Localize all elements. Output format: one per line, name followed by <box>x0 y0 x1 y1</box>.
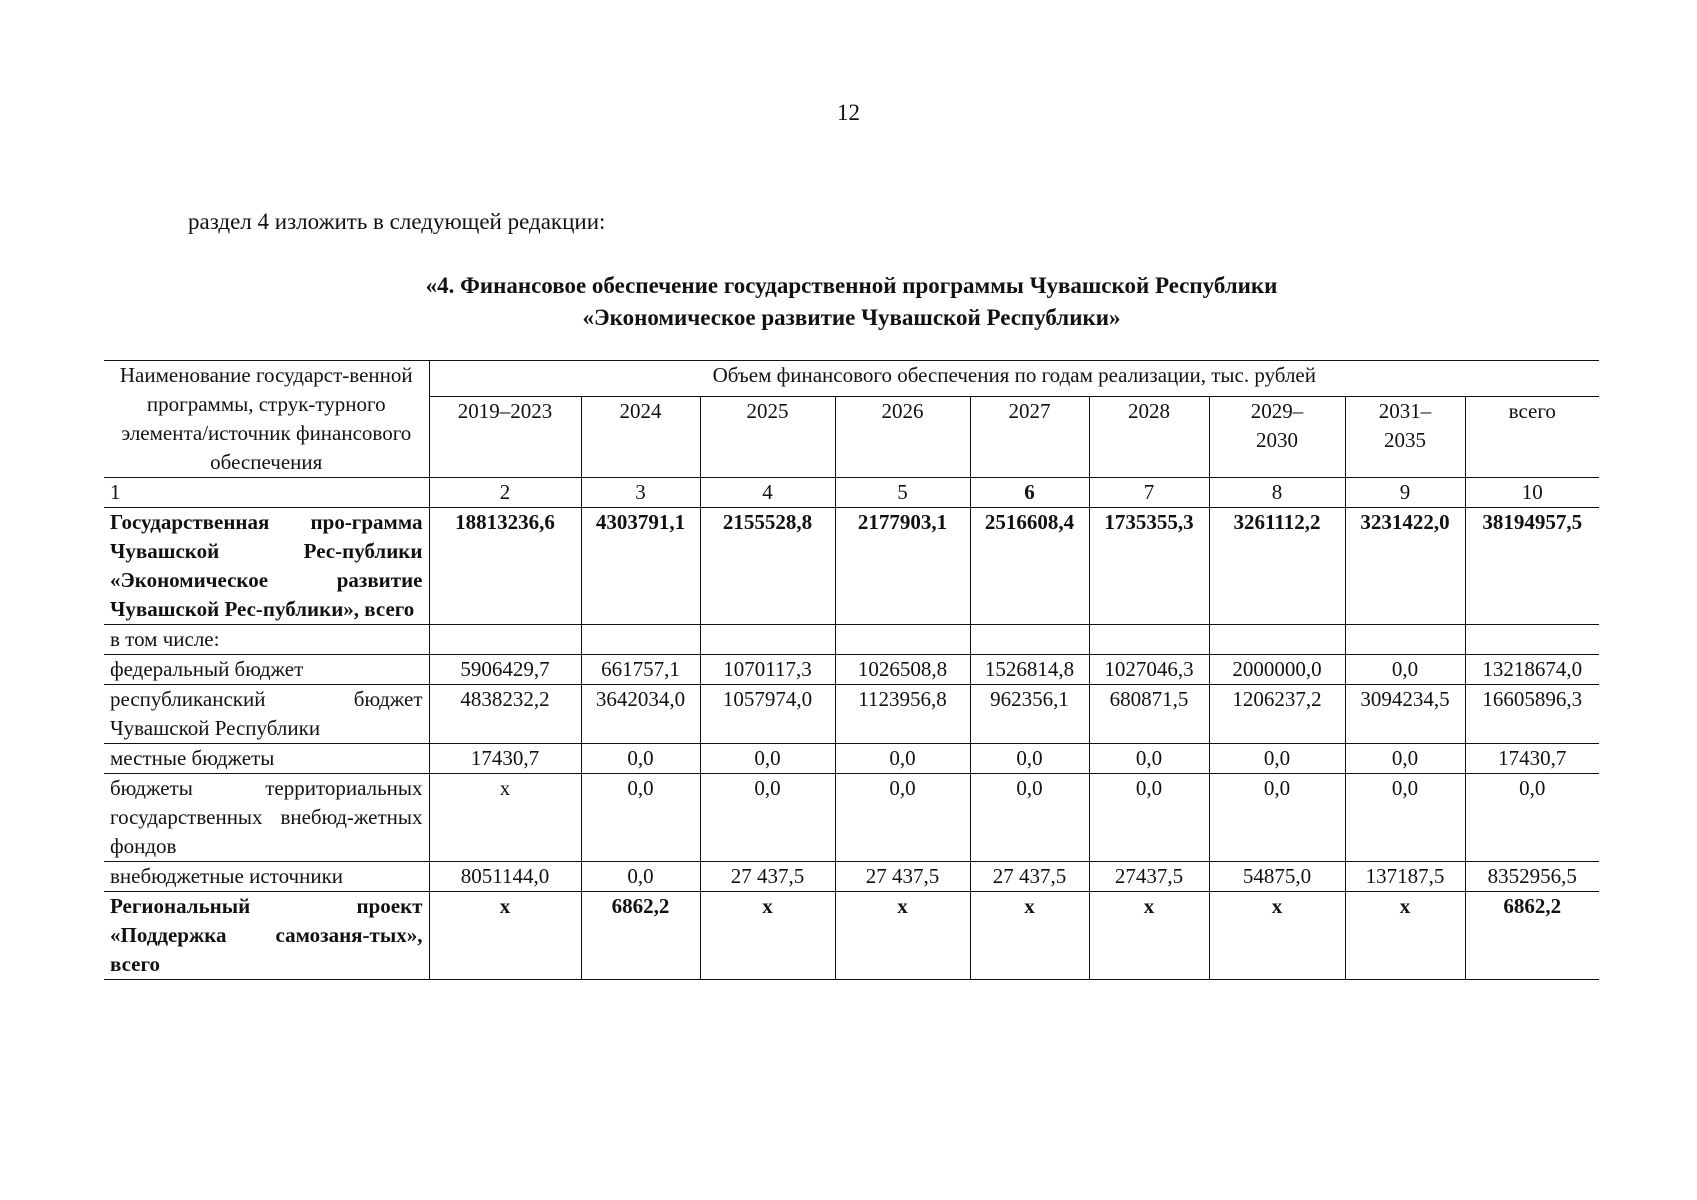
table-cell: 0,0 <box>835 744 970 774</box>
table-cell: 137187,5 <box>1345 862 1465 892</box>
table-row <box>104 862 1599 892</box>
table-cell: 17430,7 <box>1465 744 1599 774</box>
table-cell: 680871,5 <box>1089 685 1209 744</box>
table-cell: 27 437,5 <box>970 862 1089 892</box>
year-header: 2029– 2030 <box>1209 397 1345 478</box>
table-cell: x <box>429 774 581 862</box>
table-cell: 0,0 <box>700 774 835 862</box>
year-header: 2024 <box>581 397 700 478</box>
table-cell: 0,0 <box>581 744 700 774</box>
table-cell: 4838232,2 <box>429 685 581 744</box>
year-header: 2028 <box>1089 397 1209 478</box>
table-cell: 27437,5 <box>1089 862 1209 892</box>
year-header: 2026 <box>835 397 970 478</box>
financing-table <box>104 360 1599 980</box>
table-cell: 0,0 <box>1209 744 1345 774</box>
table-cell <box>1209 625 1345 655</box>
section-title <box>104 270 1599 334</box>
table-cell: 27 437,5 <box>700 862 835 892</box>
table-row <box>104 625 1599 655</box>
table-cell <box>835 625 970 655</box>
row-label: Государственная про-грамма Чувашской Рес-публики «Экономическое развитие Чувашской Рес-публики», всего <box>104 508 429 625</box>
table-cell: 8352956,5 <box>1465 862 1599 892</box>
table-cell: 5906429,7 <box>429 655 581 685</box>
table-cell: 3642034,0 <box>581 685 700 744</box>
table-cell: 0,0 <box>835 774 970 862</box>
table-cell: 2177903,1 <box>835 508 970 625</box>
table-cell: x <box>970 892 1089 980</box>
row-label: в том числе: <box>104 625 429 655</box>
table-cell: 0,0 <box>1209 774 1345 862</box>
table-cell: 3231422,0 <box>1345 508 1465 625</box>
table-cell: 0,0 <box>1345 655 1465 685</box>
table-cell: 0,0 <box>581 774 700 862</box>
table-cell: 0,0 <box>970 774 1089 862</box>
table-cell <box>1345 625 1465 655</box>
table-cell: 13218674,0 <box>1465 655 1599 685</box>
table-cell: x <box>1345 892 1465 980</box>
row-label: местные бюджеты <box>104 744 429 774</box>
table-cell: 0,0 <box>1465 774 1599 862</box>
table-row <box>104 744 1599 774</box>
column-number: 3 <box>581 478 700 508</box>
row-label: бюджеты территориальных государственных внебюд-жетных фондов <box>104 774 429 862</box>
table-cell: 2155528,8 <box>700 508 835 625</box>
table-cell: 38194957,5 <box>1465 508 1599 625</box>
table-cell: 6862,2 <box>581 892 700 980</box>
table-cell: 3261112,2 <box>1209 508 1345 625</box>
table-cell: 8051144,0 <box>429 862 581 892</box>
column-number: 9 <box>1345 478 1465 508</box>
table-cell: 1735355,3 <box>1089 508 1209 625</box>
column-number: 8 <box>1209 478 1345 508</box>
column-number-row <box>104 478 1599 508</box>
year-header: 2027 <box>970 397 1089 478</box>
table-cell <box>1089 625 1209 655</box>
table-cell <box>581 625 700 655</box>
table-cell: 0,0 <box>1345 744 1465 774</box>
column-number: 1 <box>104 478 429 508</box>
row-label: внебюджетные источники <box>104 862 429 892</box>
year-header: 2019–2023 <box>429 397 581 478</box>
table-row <box>104 892 1599 980</box>
row-label: Региональный проект «Поддержка самозаня-тых», всего <box>104 892 429 980</box>
table-cell <box>429 625 581 655</box>
table-cell: 2000000,0 <box>1209 655 1345 685</box>
table-cell: 1026508,8 <box>835 655 970 685</box>
table-row <box>104 685 1599 744</box>
table-cell: 0,0 <box>581 862 700 892</box>
row-label: федеральный бюджет <box>104 655 429 685</box>
table-cell: 3094234,5 <box>1345 685 1465 744</box>
table-cell: 1526814,8 <box>970 655 1089 685</box>
column-number: 10 <box>1465 478 1599 508</box>
table-cell: 962356,1 <box>970 685 1089 744</box>
table-cell: 1027046,3 <box>1089 655 1209 685</box>
table-cell: 27 437,5 <box>835 862 970 892</box>
table-cell: 0,0 <box>700 744 835 774</box>
year-header: 2025 <box>700 397 835 478</box>
column-number: 2 <box>429 478 581 508</box>
table-cell: x <box>1209 892 1345 980</box>
section-title-line-2: «Экономическое развитие Чувашской Республики» <box>582 305 1121 330</box>
table-cell: 0,0 <box>1089 774 1209 862</box>
table-cell: 18813236,6 <box>429 508 581 625</box>
table-cell: 17430,7 <box>429 744 581 774</box>
column-number: 5 <box>835 478 970 508</box>
table-cell: 0,0 <box>970 744 1089 774</box>
table-cell: 0,0 <box>1345 774 1465 862</box>
table-cell: x <box>429 892 581 980</box>
table-cell: 1057974,0 <box>700 685 835 744</box>
year-header: всего <box>1465 397 1599 478</box>
table-cell <box>700 625 835 655</box>
table-cell: 16605896,3 <box>1465 685 1599 744</box>
table-cell <box>1465 625 1599 655</box>
table-row <box>104 774 1599 862</box>
table-cell: x <box>835 892 970 980</box>
table-cell: 1206237,2 <box>1209 685 1345 744</box>
year-header: 2031– 2035 <box>1345 397 1465 478</box>
table-body <box>104 508 1599 980</box>
table-cell: 0,0 <box>1089 744 1209 774</box>
table-cell: 54875,0 <box>1209 862 1345 892</box>
table-cell: 6862,2 <box>1465 892 1599 980</box>
section-title-line-1: «4. Финансовое обеспечение государственной программы Чувашской Республики <box>425 273 1278 298</box>
table-cell: 1070117,3 <box>700 655 835 685</box>
column-number: 4 <box>700 478 835 508</box>
table-cell: 1123956,8 <box>835 685 970 744</box>
table-cell: x <box>1089 892 1209 980</box>
row-label: республиканский бюджет Чувашской Республики <box>104 685 429 744</box>
table-row <box>104 508 1599 625</box>
table-cell <box>970 625 1089 655</box>
table-cell: 661757,1 <box>581 655 700 685</box>
column-number: 7 <box>1089 478 1209 508</box>
table-cell: 4303791,1 <box>581 508 700 625</box>
table-row <box>104 655 1599 685</box>
page-number: 12 <box>837 100 860 125</box>
table-cell: 2516608,4 <box>970 508 1089 625</box>
intro-text: раздел 4 изложить в следующей редакции: <box>188 209 606 234</box>
column-number: 6 <box>970 478 1089 508</box>
column-header-name: Наименование государст-венной программы, струк-турного элемента/источник финансового обеспечения <box>104 361 429 478</box>
column-header-group: Объем финансового обеспечения по годам реализации, тыс. рублей <box>429 361 1599 397</box>
table-cell: x <box>700 892 835 980</box>
